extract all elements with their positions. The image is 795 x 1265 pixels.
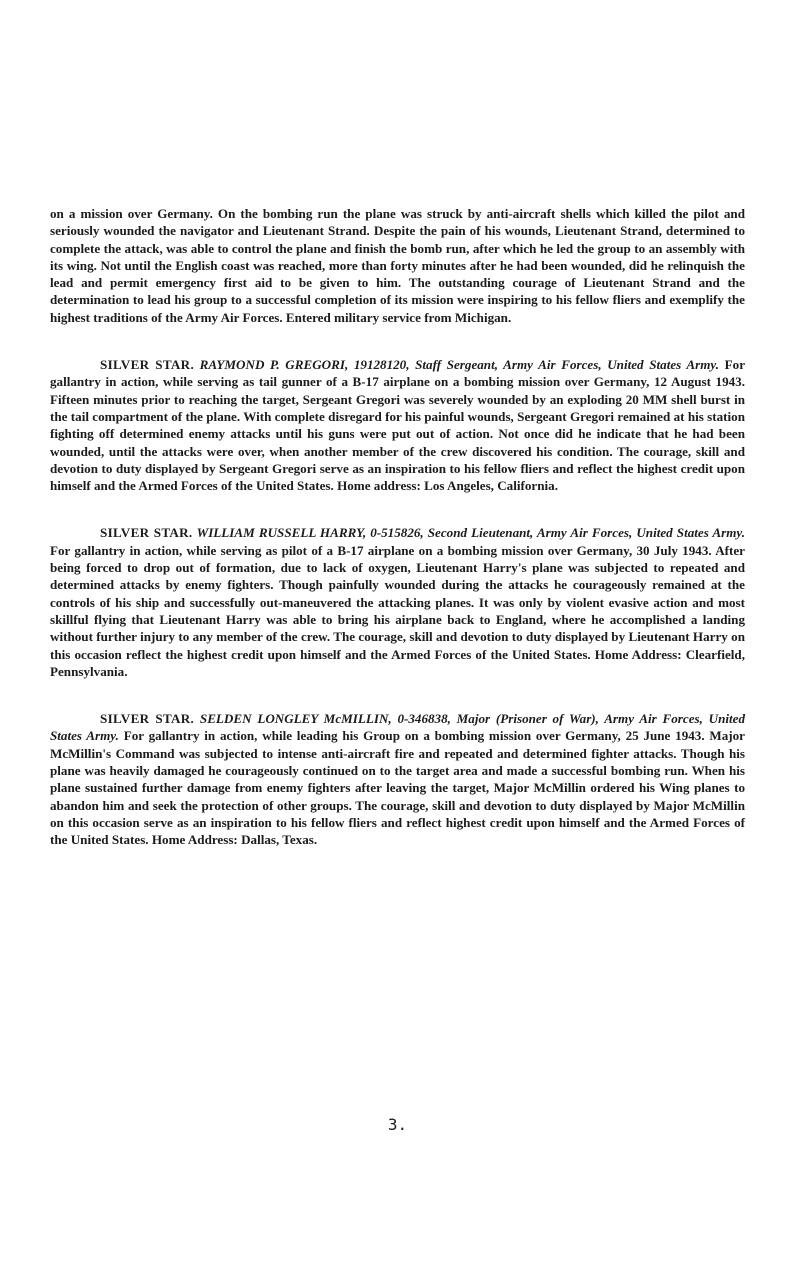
award-title: SILVER STAR. xyxy=(100,525,193,541)
citation-body: For gallantry in action, while leading his Group on a bombing mission over Germany, 25 June 1943. Major McMillin's Command was subjected to intense anti-aircraft fire and repeated and determined fighter attacks. Though his plane was heavily damaged he courageously continued on to the target area and made a successful bombing run. When his plane sustained further damage from enemy fighters after leaving the target, Major McMillin ordered his Wing planes to abandon him and seek the protection of other groups. The courage, skill and devotion to duty displayed by Major McMillin on this occasion serve as an inspiration to his fellow fliers and reflect highest credit upon himself and the Armed Forces of the United States. Home Address: Dallas, Texas. xyxy=(50,728,745,848)
citation-gregori xyxy=(50,356,745,494)
page-number: 3. xyxy=(387,1115,408,1134)
citation-body: For gallantry in action, while serving as tail gunner of a B-17 airplane on a bombing mission over Germany, 12 August 1943. Fifteen minutes prior to reaching the target, Sergeant Gregori was severely wounded by an exploding 20 MM shell burst in the tail compartment of the plane. With complete disregard for his painful wounds, Sergeant Gregori remained at his station fighting off determined enemy attacks until his guns were put out of action. Not once did he indicate that he had been wounded, until the attacks were over, when another member of the crew discovered his condition. The courage, skill and devotion to duty displayed by Sergeant Gregori serve as an inspiration to his fellow fliers and reflect the highest credit upon himself and the Armed Forces of the United States. Home address: Los Angeles, California. xyxy=(50,357,746,494)
citation-harry xyxy=(50,524,745,680)
recipient-name: WILLIAM RUSSELL HARRY, 0-515826, Second Lieutenant, Army Air Forces, United States Army. xyxy=(196,525,746,541)
citation-mcmillin xyxy=(50,710,745,848)
citation-body: For gallantry in action, while serving as pilot of a B-17 airplane on a bombing mission over Germany, 30 July 1943. After being forced to drop out of formation, due to lack of oxygen, Lieutenant Harry's plane was subjected to repeated and determined attacks by enemy fighters. Though painfully wounded during the attacks he courageously remained at the controls of his ship and successfully out-maneuvered the attacking planes. It was only by violent evasive action and most skillful flying that Lieutenant Harry was able to bring his airplane back to England, where he accomplished a landing without further injury to any member of the crew. The courage, skill and devotion to duty displayed by Lieutenant Harry on this occasion reflect the highest credit upon himself and the Armed Forces of the United States. Home Address: Clearfield, Pennsylvania. xyxy=(50,542,745,679)
recipient-name: SELDEN LONGLEY McMILLIN, 0-346838, Major (Prisoner of War), Army Air Forces, United States Army. xyxy=(50,711,746,744)
citation-strand-continued xyxy=(50,205,745,326)
recipient-name: RAYMOND P. GREGORI, 19128120, Staff Sergeant, Army Air Forces, United States Army. xyxy=(199,357,720,373)
award-title: SILVER STAR. xyxy=(100,357,195,373)
award-title: SILVER STAR. xyxy=(100,711,195,727)
document-page xyxy=(50,205,745,849)
citation-body: on a mission over Germany. On the bombing run the plane was struck by anti-aircraft shells which killed the pilot and seriously wounded the navigator and Lieutenant Strand. Despite the pain of his wounds, Lieutenant Strand, determined to complete the attack, was able to control the plane and finish the bomb run, after which he led the group to an assembly with its wing. Not until the English coast was reached, more than forty minutes after he had been wounded, did he relinquish the lead and permit emergency first aid to be given to him. The outstanding courage of Lieutenant Strand and the determination to lead his group to a successful completion of its mission were inspiring to his fellow fliers and exemplify the highest traditions of the Army Air Forces. Entered military service from Michigan. xyxy=(50,206,745,325)
